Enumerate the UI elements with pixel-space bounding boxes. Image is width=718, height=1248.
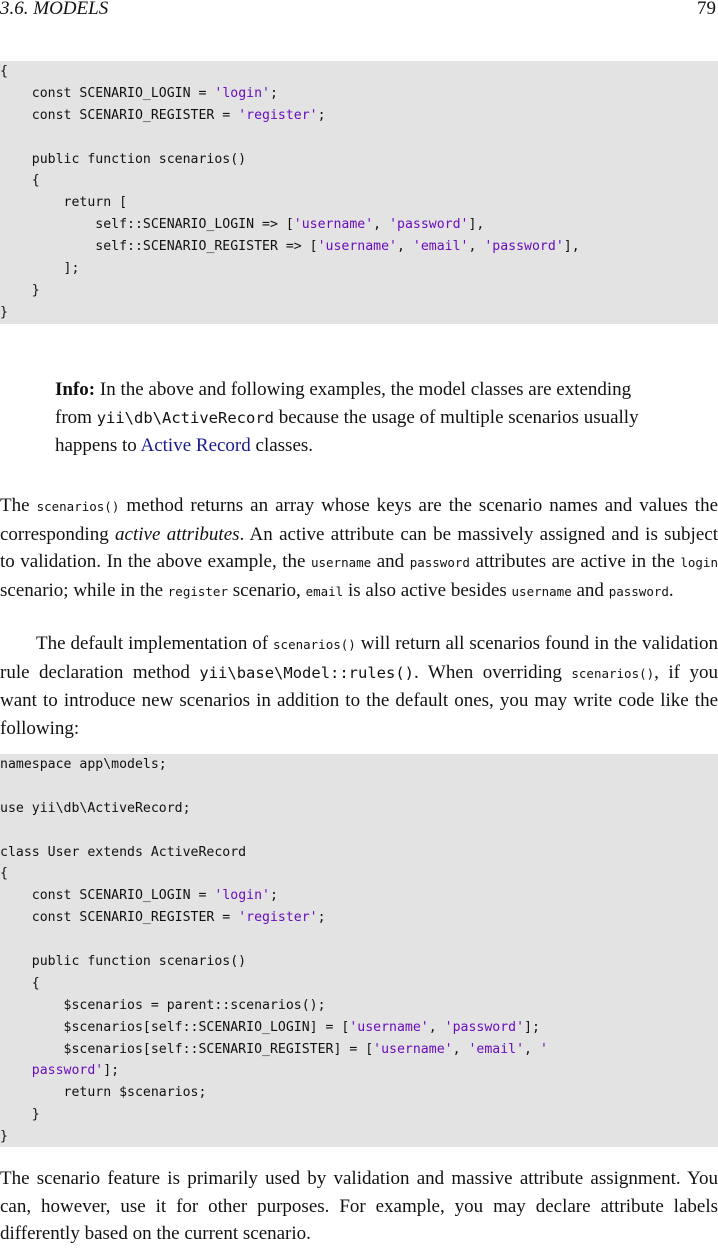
code-text: ,	[373, 217, 390, 233]
inline-code: password	[409, 555, 470, 570]
code-string: 'password'	[444, 1019, 525, 1035]
code-line	[0, 1017, 718, 1039]
code-line	[0, 776, 718, 798]
code-string: password'	[31, 1063, 104, 1079]
paragraph-1	[0, 492, 718, 605]
code-line	[0, 280, 718, 302]
text: method returns an array whose keys are the scenario names and values the corresponding	[0, 495, 718, 545]
code-text: ;	[269, 85, 278, 101]
code-text: {	[0, 64, 8, 79]
text: The default implementation of	[36, 633, 274, 654]
code-string: 'email'	[412, 239, 469, 255]
code-line	[0, 1082, 718, 1104]
code-text: namespace app\models;	[0, 757, 167, 772]
paragraph-3: The scenario feature is primarily used by validation and massive attribute assignment. You can, however, use it for other purposes. For example, you may declare attribute labels differently based on the current scenario.	[0, 1168, 718, 1244]
text: and	[371, 551, 410, 572]
code-string: 'register'	[238, 107, 318, 123]
inline-code: scenarios()	[273, 637, 356, 652]
section-title: 3.6. MODELS	[0, 0, 109, 19]
info-box	[55, 376, 665, 460]
code-line	[0, 951, 718, 973]
code-text: }	[0, 1129, 8, 1145]
code-line	[0, 1126, 718, 1148]
code-line	[0, 798, 718, 820]
code-line	[0, 149, 718, 171]
code-text: ];	[0, 261, 80, 277]
code-line	[0, 842, 718, 864]
code-text: return $scenarios;	[0, 1085, 207, 1101]
code-text: }	[0, 1107, 40, 1123]
code-line	[0, 907, 718, 929]
inline-code: login	[680, 555, 718, 570]
info-text-2: because the usage of multiple scenarios usually happens to	[55, 406, 639, 456]
code-line	[0, 192, 718, 214]
code-text: ;	[317, 910, 326, 926]
code-text	[0, 1063, 32, 1078]
code-text: self::SCENARIO_REGISTER => [	[0, 239, 318, 255]
code-text: {	[0, 173, 40, 189]
code-text: {	[0, 975, 40, 991]
code-text: class User extends ActiveRecord	[0, 844, 247, 860]
code-text: ,	[428, 1019, 445, 1035]
code-string: 'username'	[293, 217, 374, 233]
page-number: 79	[697, 0, 716, 19]
code-line	[0, 236, 718, 258]
code-text: const SCENARIO_REGISTER =	[0, 910, 239, 926]
text: . An active attribute can be massively assigned and is subject to validation. In the above example, the	[0, 523, 718, 572]
inline-code: email	[305, 583, 344, 599]
code-string: '	[539, 1041, 548, 1057]
info-text-1: In the above and following examples, the model classes are extending from	[55, 379, 632, 428]
info-label: Info:	[55, 379, 96, 400]
code-line	[0, 258, 718, 280]
code-text: $scenarios[self::SCENARIO_LOGIN] = [	[0, 1019, 350, 1035]
code-line	[0, 105, 718, 127]
text: . When overriding	[414, 661, 572, 683]
code-line	[0, 1039, 718, 1061]
code-line	[0, 302, 718, 324]
text: attributes are active in the	[469, 551, 681, 572]
code-text: ,	[452, 1041, 469, 1057]
code-text: ];	[103, 1063, 120, 1079]
inline-code: username	[310, 555, 372, 570]
inline-code: username	[511, 583, 572, 599]
code-string: 'password'	[389, 217, 469, 233]
code-string: 'password'	[484, 239, 564, 255]
code-line	[0, 995, 718, 1017]
code-string: 'email'	[468, 1041, 525, 1057]
code-text: ;	[269, 888, 278, 904]
code-text: ,	[468, 239, 485, 255]
code-line	[0, 1060, 718, 1082]
code-line	[0, 83, 718, 105]
emphasis: active attributes	[115, 523, 240, 545]
inline-code: scenarios()	[36, 499, 120, 514]
text: , if you want to introduce new scenarios in addition to the default ones, you may write code like the following:	[0, 661, 718, 739]
paragraph-2	[0, 630, 718, 742]
code-block-2	[0, 754, 718, 1147]
code-string: 'username'	[349, 1019, 429, 1035]
code-text: const SCENARIO_REGISTER =	[0, 107, 239, 123]
code-text: public function scenarios()	[0, 954, 247, 970]
code-line	[0, 820, 718, 842]
inline-code: scenarios()	[571, 665, 655, 681]
code-text: $scenarios = parent::scenarios();	[0, 997, 326, 1013]
active-record-link[interactable]: Active Record	[140, 435, 251, 456]
code-string: 'register'	[238, 910, 318, 926]
code-line	[0, 61, 718, 83]
code-text: const SCENARIO_LOGIN =	[0, 888, 215, 904]
text: and	[571, 579, 609, 601]
code-text: const SCENARIO_LOGIN =	[0, 85, 215, 101]
code-line	[0, 885, 718, 907]
text: The	[0, 495, 37, 516]
code-text: ];	[524, 1019, 540, 1035]
code-text: ;	[317, 107, 326, 123]
info-text-3: classes.	[250, 435, 314, 456]
running-head	[0, 0, 718, 20]
text: .	[668, 579, 674, 601]
code-string: 'login'	[214, 888, 270, 904]
code-text: $scenarios[self::SCENARIO_REGISTER] = [	[0, 1041, 374, 1057]
code-text: }	[0, 282, 40, 298]
code-string: 'username'	[373, 1041, 453, 1057]
code-block-1	[0, 61, 718, 324]
code-line	[0, 127, 718, 149]
code-line	[0, 754, 718, 776]
code-text: }	[0, 304, 8, 320]
text: scenario,	[228, 579, 306, 601]
text: is also active besides	[343, 579, 512, 601]
code-text: ],	[563, 239, 580, 255]
code-text: ,	[524, 1041, 540, 1057]
info-code: yii\db\ActiveRecord	[96, 408, 274, 427]
inline-code: register	[167, 583, 228, 599]
code-text: ],	[468, 217, 485, 233]
code-line	[0, 973, 718, 995]
code-text: ,	[397, 239, 413, 255]
code-text: {	[0, 866, 8, 882]
inline-code: yii\base\Model::rules()	[199, 663, 415, 682]
code-line	[0, 214, 718, 236]
code-string: 'login'	[214, 85, 270, 101]
code-line	[0, 863, 718, 885]
code-text: public function scenarios()	[0, 151, 247, 167]
code-text: use yii\db\ActiveRecord;	[0, 800, 191, 816]
code-line	[0, 929, 718, 951]
code-line	[0, 170, 718, 192]
code-string: 'username'	[317, 239, 397, 255]
text: scenario; while in the	[0, 579, 168, 601]
code-text: return [	[0, 195, 128, 211]
inline-code: password	[608, 583, 669, 599]
code-text: self::SCENARIO_LOGIN => [	[0, 217, 294, 233]
text: will return all scenarios found in the validation rule declaration method	[0, 633, 718, 683]
code-line	[0, 1104, 718, 1126]
